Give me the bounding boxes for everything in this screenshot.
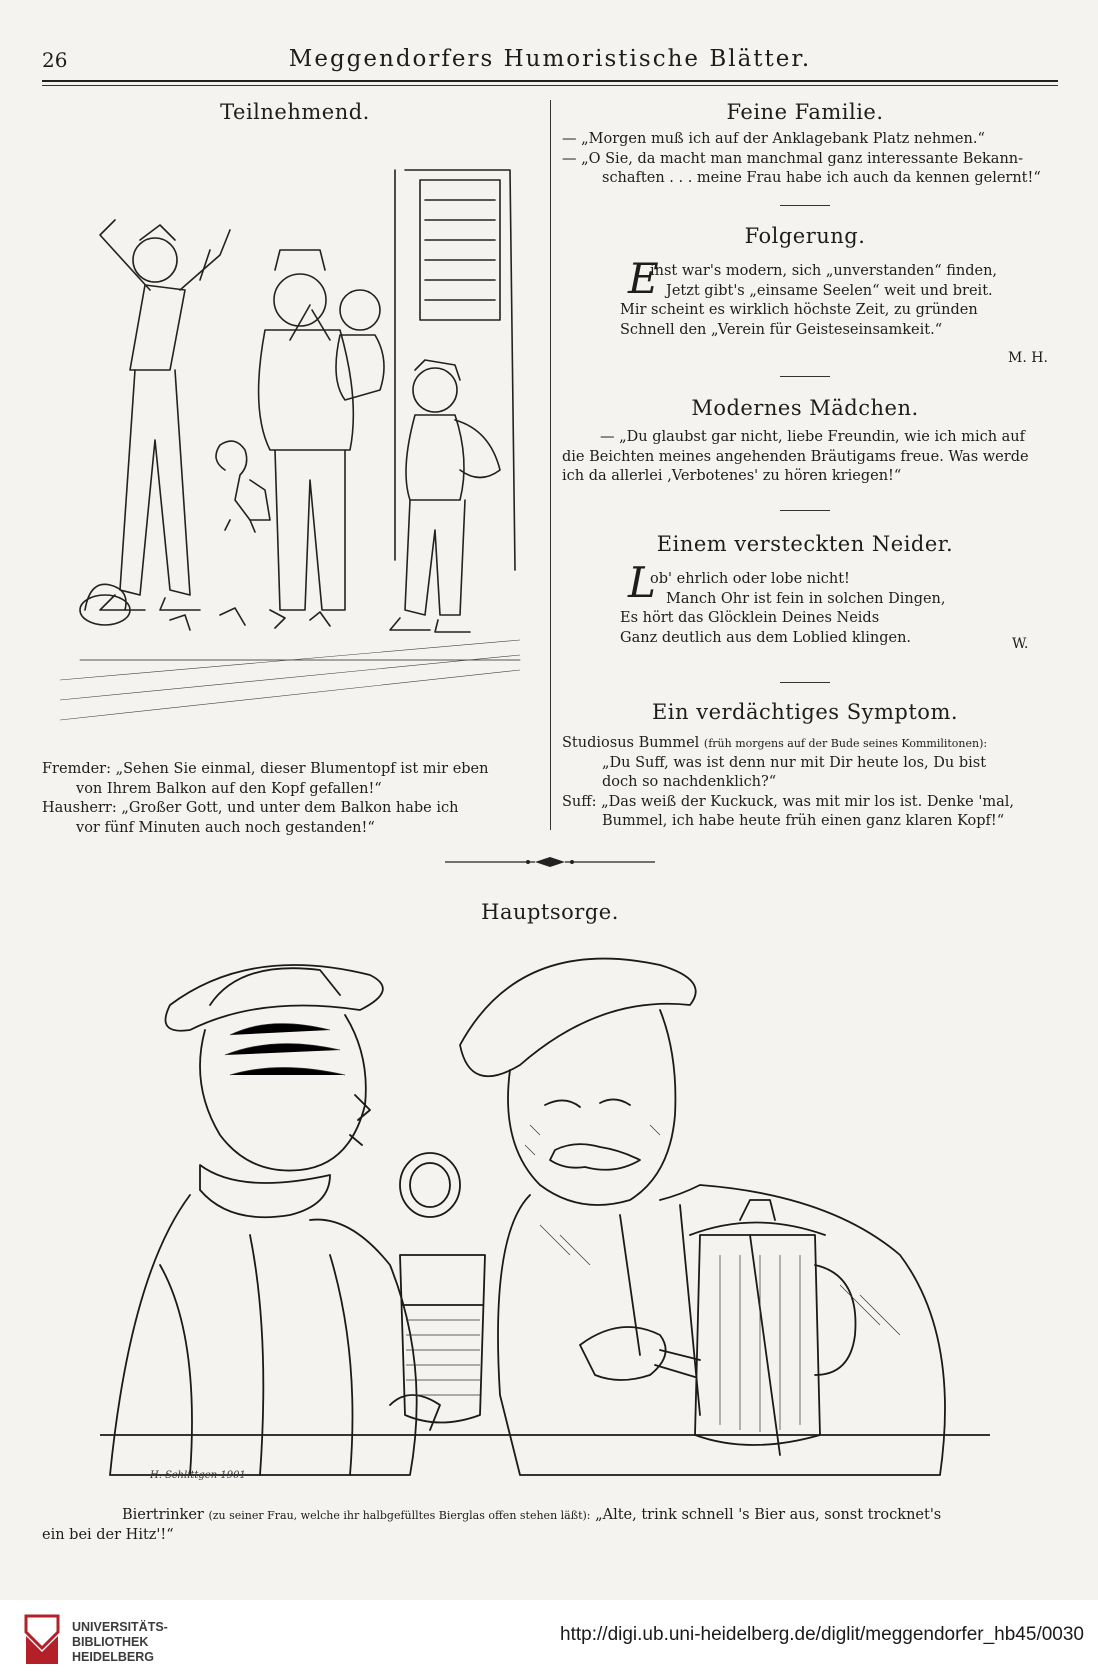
drop-initial: L <box>628 558 656 607</box>
section-rule <box>780 510 830 511</box>
text-line: — „O Sie, da macht man manchmal ganz interessante Bekann- <box>562 150 1024 167</box>
artist-signature: H. Schlittgen 1901 <box>150 1470 246 1481</box>
text-line: „Du Suff, was ist denn nur mit Dir heute los, Du bist <box>602 754 987 771</box>
text-line: doch so nachdenklich?“ <box>602 774 777 790</box>
ornament-divider <box>440 852 660 872</box>
section-rule <box>780 682 830 683</box>
page-header <box>42 44 1058 78</box>
bottom-caption <box>42 1506 1058 1545</box>
logo-line: BIBLIOTHEK <box>72 1635 149 1649</box>
logo-line: UNIVERSITÄTS- <box>72 1620 168 1634</box>
running-title: Meggendorfers Humoristische Blätter. <box>288 46 812 72</box>
stage-direction: (früh morgens auf der Bude seines Kommilitonen): <box>703 737 988 750</box>
university-logo-text[interactable] <box>72 1620 168 1665</box>
speaker-name: Studiosus Bummel <box>562 735 700 751</box>
illustration-flowerpot <box>60 140 540 740</box>
feine-familie-title: Feine Familie. <box>726 100 884 124</box>
stage-direction: (zu seiner Frau, welche ihr halbgefülltes Bierglas offen stehen läßt): <box>208 1509 591 1522</box>
text-line: ich da allerlei ‚Verbotenes' zu hören kriegen!“ <box>562 468 902 484</box>
drop-initial: E <box>628 254 659 303</box>
left-title: Teilnehmend. <box>220 100 370 124</box>
folgerung-title: Folgerung. <box>744 224 866 248</box>
folgerung-poem <box>620 262 1050 340</box>
poem-line: Ganz deutlich aus dem Loblied klingen. <box>620 629 912 646</box>
poem-line: Es hört das Glöcklein Deines Neids <box>620 610 880 626</box>
text-line: die Beichten meines angehenden Bräutigams freue. Was werde <box>562 448 1029 465</box>
header-rule <box>42 80 1058 82</box>
text-line: schaften . . . meine Frau habe ich auch da kennen gelernt!“ <box>602 170 1041 186</box>
poem-line: inst war's modern, sich „unverstanden“ finden, <box>650 263 998 279</box>
university-logo-icon[interactable] <box>20 1612 64 1668</box>
feine-familie-text <box>562 130 1058 189</box>
left-dialogue <box>42 760 550 838</box>
signature: M. H. <box>1008 350 1048 366</box>
section-rule <box>780 376 830 377</box>
poem-line: Jetzt gibt's „einsame Seelen“ weit und breit. <box>666 282 993 299</box>
viewer-footer <box>0 1600 1098 1678</box>
illustration-beer-drinkers <box>100 935 990 1495</box>
caption-line: „Alte, trink schnell 's Bier aus, sonst trocknet's <box>595 1507 942 1523</box>
header-rule-thin <box>42 85 1058 86</box>
poem-line: Manch Ohr ist fein in solchen Dingen, <box>666 590 946 607</box>
column-divider <box>550 100 551 830</box>
caption-line: ein bei der Hitz'!“ <box>42 1526 174 1543</box>
logo-line: HEIDELBERG <box>72 1650 154 1664</box>
dialogue-line: vor fünf Minuten auch noch gestanden!“ <box>76 819 375 836</box>
dialogue-line: Fremder: „Sehen Sie einmal, dieser Blumentopf ist mir eben <box>42 761 489 777</box>
dialogue-line: Hausherr: „Großer Gott, und unter dem Balkon habe ich <box>42 800 459 816</box>
neider-poem <box>620 570 1050 648</box>
page-number: 26 <box>42 48 68 72</box>
signature: W. <box>1012 636 1029 652</box>
poem-line: Mir scheint es wirklich höchste Zeit, zu gründen <box>620 302 978 318</box>
symptom-title: Ein verdächtiges Symptom. <box>651 700 959 724</box>
text-line: Suff: „Das weiß der Kuckuck, was mit mir los ist. Denke 'mal, <box>562 793 1014 810</box>
section-rule <box>780 205 830 206</box>
speaker-name: Biertrinker <box>122 1507 204 1523</box>
poem-line: ob' ehrlich oder lobe nicht! <box>650 571 850 587</box>
text-line: — „Morgen muß ich auf der Anklagebank Platz nehmen.“ <box>562 131 985 147</box>
text-line: Bummel, ich habe heute früh einen ganz klaren Kopf!“ <box>602 813 1005 829</box>
poem-line: Schnell den „Verein für Geisteseinsamkeit.“ <box>620 321 943 338</box>
text-line: — „Du glaubst gar nicht, liebe Freundin, wie ich mich auf <box>600 429 1026 445</box>
symptom-text <box>562 734 1058 832</box>
dialogue-line: von Ihrem Balkon auf den Kopf gefallen!“ <box>76 780 382 797</box>
modernes-text <box>562 428 1058 487</box>
neider-title: Einem versteckten Neider. <box>656 532 954 556</box>
modernes-title: Modernes Mädchen. <box>691 396 919 420</box>
bottom-title: Hauptsorge. <box>481 900 619 924</box>
permalink[interactable]: http://digi.ub.uni-heidelberg.de/diglit/meggendorfer_hb45/0030 <box>560 1624 1084 1645</box>
